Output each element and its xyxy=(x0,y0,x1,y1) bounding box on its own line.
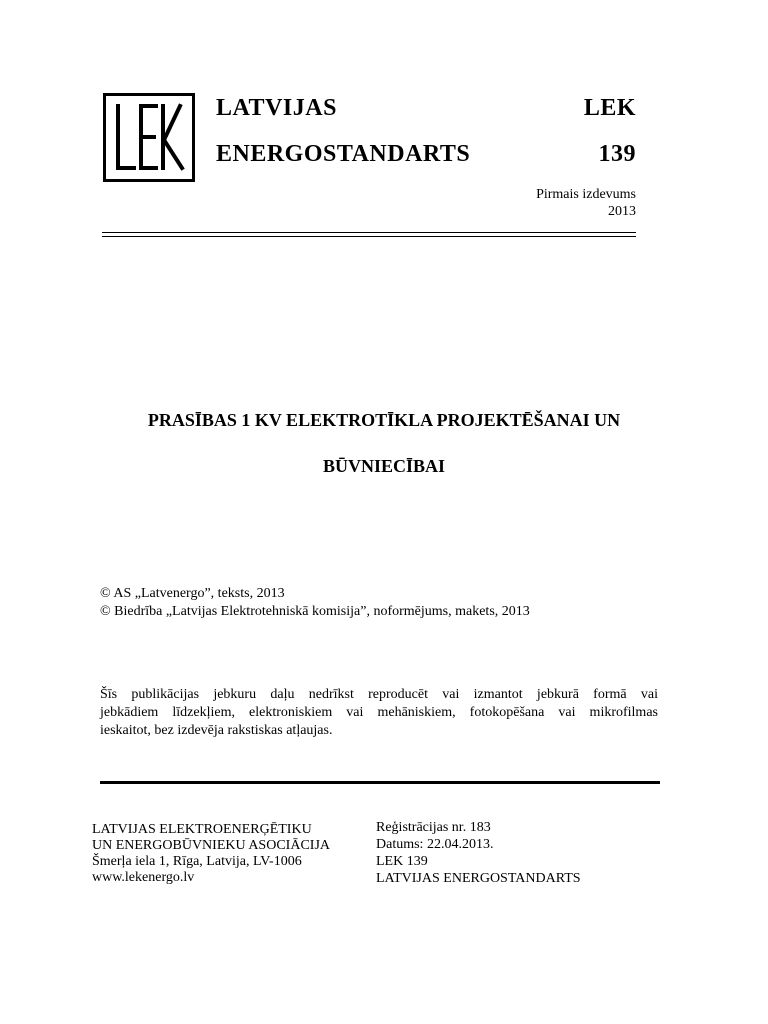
registration-info xyxy=(376,819,581,887)
lek-logo-graphic xyxy=(106,96,192,179)
header-energostandarts: ENERGOSTANDARTS xyxy=(216,141,471,167)
document-title-line-2: BŪVNIECĪBAI xyxy=(322,456,446,476)
document-title-line-1: PRASĪBAS 1 KV ELEKTROTĪKLA PROJEKTĒŠANAI UN xyxy=(147,410,621,430)
edition-year: 2013 xyxy=(608,204,636,219)
publisher-name-line-2: UN ENERGOBŪVNIEKU ASOCIĀCIJA xyxy=(92,838,330,853)
copyright-layout: © Biedrība „Latvijas Elektrotehniskā komisija”, noformējums, makets, 2013 xyxy=(100,604,530,619)
footer-rule xyxy=(100,781,660,784)
registration-date: Datums: 22.04.2013. xyxy=(376,837,494,852)
rights-notice-line: jebkādiem līdzekļiem, elektroniskiem vai mehāniskiem, fotokopēšana vai mikrofilmas xyxy=(100,705,658,720)
publisher-website: www.lekenergo.lv xyxy=(92,870,195,885)
lek-logo xyxy=(103,93,195,182)
registration-number: Reģistrācijas nr. 183 xyxy=(376,820,491,835)
header-latvijas: LATVIJAS xyxy=(216,95,337,121)
publisher-info xyxy=(92,822,330,886)
rights-notice-line: Šīs publikācijas jebkuru daļu nedrīkst reproducēt vai izmantot jebkurā formā vai xyxy=(100,687,658,702)
header-lek: LEK xyxy=(583,95,636,121)
edition-label: Pirmais izdevums xyxy=(536,187,636,202)
header-double-rule xyxy=(102,232,636,237)
publisher-name-line-1: LATVIJAS ELEKTROENERĢĒTIKU xyxy=(92,822,312,837)
rights-notice xyxy=(100,686,658,740)
registration-series: LATVIJAS ENERGOSTANDARTS xyxy=(376,871,581,886)
publisher-address: Šmerļa iela 1, Rīga, Latvija, LV-1006 xyxy=(92,854,302,869)
registration-standard-code: LEK 139 xyxy=(376,854,428,869)
copyright-text: © AS „Latvenergo”, teksts, 2013 xyxy=(100,586,285,601)
header-standard-number: 139 xyxy=(598,141,636,167)
rights-notice-line: ieskaitot, bez izdevēja rakstiskas atļaujas. xyxy=(100,723,333,738)
